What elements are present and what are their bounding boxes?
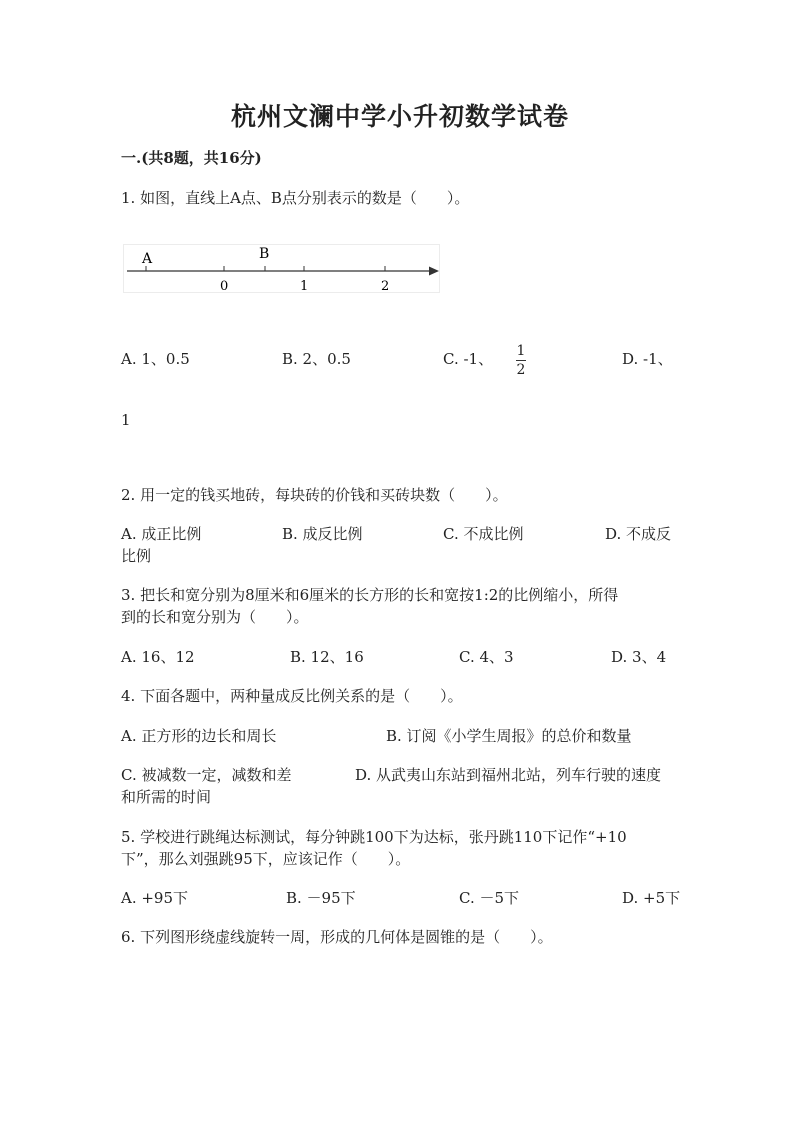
q5-option-d: D. +5下 (622, 889, 681, 907)
q3-option-c: C. 4、3 (459, 648, 514, 666)
q1-option-b: B. 2、0.5 (282, 350, 351, 368)
q5-stem-line1: 5. 学校进行跳绳达标测试，每分钟跳100下为达标，张丹跳110下记作“+10 (121, 828, 627, 846)
q4-option-b: B. 订阅《小学生周报》的总价和数量 (386, 727, 632, 745)
q3-option-d: D. 3、4 (611, 648, 667, 666)
q5-stem-line2: 下”，那么刘强跳95下，应该记作（ ）。 (121, 850, 411, 868)
section-header: 一.(共8题，共16分) (121, 149, 262, 167)
q1-option-d: D. -1、 (622, 350, 673, 368)
q4-option-a: A. 正方形的边长和周长 (121, 727, 277, 745)
q3-option-a: A. 16、12 (121, 648, 195, 666)
q3-option-b: B. 12、16 (290, 648, 364, 666)
q6-stem: 6. 下列图形绕虚线旋转一周，形成的几何体是圆锥的是（ ）。 (121, 928, 553, 946)
tick-label-1: 1 (300, 279, 309, 294)
q4-option-c: C. 被减数一定，减数和差 (121, 766, 292, 784)
q4-option-d-continued: 和所需的时间 (121, 788, 212, 806)
q1-option-c: C. -1、 (443, 350, 494, 368)
q3-stem-line2: 到的长和宽分别为（ ）。 (121, 608, 309, 626)
q5-option-a: A. +95下 (121, 889, 189, 907)
figure-border (124, 245, 440, 293)
q4-stem: 4. 下面各题中，两种量成反比例关系的是（ ）。 (121, 687, 463, 705)
page-title: 杭州文澜中学小升初数学试卷 (230, 102, 569, 131)
q2-option-d: D. 不成反 (605, 525, 672, 543)
q1-option-c-fraction (513, 343, 529, 378)
q2-stem: 2. 用一定的钱买地砖，每块砖的价钱和买砖块数（ ）。 (121, 486, 508, 504)
point-label-b: B (259, 246, 270, 262)
fraction-numerator: 1 (516, 343, 526, 359)
tick-label-0: 0 (220, 279, 229, 294)
number-line-figure (123, 244, 441, 294)
point-label-a: A (142, 251, 153, 267)
tick-label-2: 2 (381, 279, 390, 294)
q2-option-c: C. 不成比例 (443, 525, 524, 543)
q5-option-c: C. －5下 (459, 889, 520, 907)
q2-option-b: B. 成反比例 (282, 525, 363, 543)
q4-option-d: D. 从武夷山东站到福州北站，列车行驶的速度 (355, 766, 662, 784)
q3-stem-line1: 3. 把长和宽分别为8厘米和6厘米的长方形的长和宽按1:2的比例缩小，所得 (121, 586, 619, 604)
q1-option-d-continued: 1 (121, 411, 131, 429)
q2-option-a: A. 成正比例 (121, 525, 202, 543)
q1-stem: 1. 如图，直线上A点、B点分别表示的数是（ ）。 (121, 189, 470, 207)
q1-option-a: A. 1、0.5 (121, 350, 190, 368)
fraction-denominator: 2 (516, 362, 526, 378)
number-line-arrow (429, 267, 439, 276)
q5-option-b: B. －95下 (286, 889, 356, 907)
q2-option-d-continued: 比例 (121, 547, 152, 565)
